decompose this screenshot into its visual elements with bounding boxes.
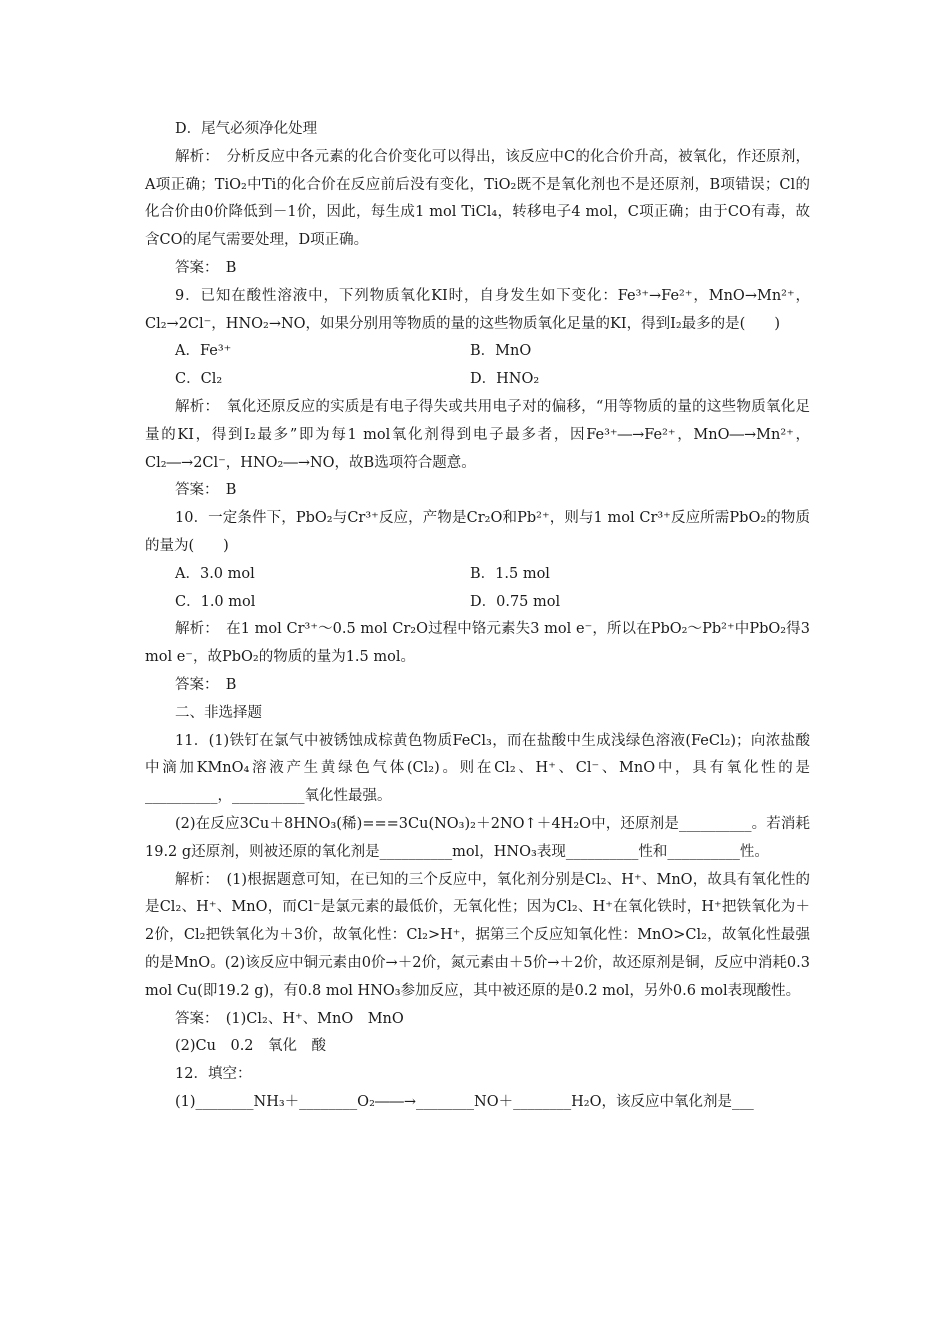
q10-option-d: D．0.75 mol bbox=[470, 593, 561, 610]
q9-options-row-2 bbox=[145, 366, 810, 394]
q9-stem: 9．已知在酸性溶液中，下列物质氧化KI时，自身发生如下变化：Fe³⁺→Fe²⁺，MnO→Mn²⁺，Cl₂→2Cl⁻，HNO₂→NO，如果分别用等物质的量的这些物质氧化足量的KI，得到I₂最多的是( ) bbox=[145, 287, 810, 332]
q11-analysis: 解析： (1)根据题意可知，在已知的三个反应中，氧化剂分别是Cl₂、H⁺、MnO，故具有氧化性的是Cl₂、H⁺、MnO，而Cl⁻是氯元素的最低价，无氧化性；因为Cl₂、H⁺在氧化铁时，H⁺把铁氧化为＋2价，Cl₂把铁氧化为＋3价，故氧化性：Cl₂>H⁺，据第三个反应知氧化性：MnO>Cl₂，故氧化性最强的是MnO。(2)该反应中铜元素由0价→＋2价，氮元素由＋5价→＋2价，故还原剂是铜，反应中消耗0.3 mol Cu(即19.2 g)，有0.8 mol HNO₃参加反应，其中被还原的是0.2 mol，另外0.6 mol表现酸性。 bbox=[145, 871, 810, 999]
q10-analysis: 解析： 在1 mol Cr³⁺～0.5 mol Cr₂O过程中铬元素失3 mol e⁻，所以在PbO₂～Pb²⁺中PbO₂得3 mol e⁻，故PbO₂的物质的量为1.5 mol。 bbox=[145, 621, 810, 666]
q9-options-row-1 bbox=[145, 338, 810, 366]
q10-option-c: C．1.0 mol bbox=[175, 593, 256, 610]
q11-part1: 11．(1)铁钉在氯气中被锈蚀成棕黄色物质FeCl₃，而在盐酸中生成浅绿色溶液(FeCl₂)；向浓盐酸中滴加KMnO₄溶液产生黄绿色气体(Cl₂)。则在Cl₂、H⁺、Cl⁻、MnO中，具有氧化性的是__________，__________氧化性最强。 bbox=[145, 732, 810, 805]
q11-answer-1: 答案： (1)Cl₂、H⁺、MnO MnO bbox=[175, 1010, 404, 1027]
q9-option-d: D．HNO₂ bbox=[470, 371, 540, 388]
q11-part2: (2)在反应3Cu＋8HNO₃(稀)===3Cu(NO₃)₂＋2NO↑＋4H₂O中，还原剂是__________。若消耗19.2 g还原剂，则被还原的氧化剂是__________mol，HNO₃表现__________性和__________性。 bbox=[145, 815, 810, 860]
q9-answer: 答案： B bbox=[175, 482, 237, 499]
q8-option-d: D．尾气必须净化处理 bbox=[175, 121, 318, 137]
q10-options-row-2 bbox=[145, 589, 810, 617]
q10-answer: 答案： B bbox=[175, 676, 237, 693]
q9-analysis: 解析： 氧化还原反应的实质是有电子得失或共用电子对的偏移，“用等物质的量的这些物质氧化足量的KI，得到I₂最多”即为每1 mol氧化剂得到电子最多者，因Fe³⁺―→Fe²⁺，MnO―→Mn²⁺，Cl₂―→2Cl⁻，HNO₂―→NO，故B选项符合题意。 bbox=[145, 398, 810, 471]
q10-options-row-1 bbox=[145, 561, 810, 589]
q12-part1: (1)________NH₃＋________O₂――→________NO＋________H₂O，该反应中氧化剂是___ bbox=[175, 1093, 754, 1110]
q9-option-a: A．Fe³⁺ bbox=[175, 343, 232, 360]
q8-analysis: 解析： 分析反应中各元素的化合价变化可以得出，该反应中C的化合价升高，被氧化，作还原剂，A项正确；TiO₂中Ti的化合价在反应前后没有变化，TiO₂既不是氧化剂也不是还原剂，B项错误；Cl的化合价由0价降低到－1价，因此，每生成1 mol TiCl₄，转移电子4 mol，C项正确；由于CO有毒，故含CO的尾气需要处理，D项正确。 bbox=[145, 148, 810, 249]
q10-stem: 10．一定条件下，PbO₂与Cr³⁺反应，产物是Cr₂O和Pb²⁺，则与1 mol Cr³⁺反应所需PbO₂的物质的量为( ) bbox=[145, 510, 810, 554]
q9-option-c: C．Cl₂ bbox=[175, 371, 223, 388]
q10-option-a: A．3.0 mol bbox=[175, 565, 255, 582]
document-body bbox=[145, 116, 810, 1117]
q9-option-b: B．MnO bbox=[470, 343, 532, 360]
q12-stem: 12．填空： bbox=[175, 1066, 252, 1083]
q10-option-b: B．1.5 mol bbox=[470, 565, 550, 582]
section-heading: 二、非选择题 bbox=[175, 704, 262, 721]
q11-answer-2: (2)Cu 0.2 氧化 酸 bbox=[175, 1038, 327, 1055]
q8-answer: 答案： B bbox=[175, 259, 237, 276]
